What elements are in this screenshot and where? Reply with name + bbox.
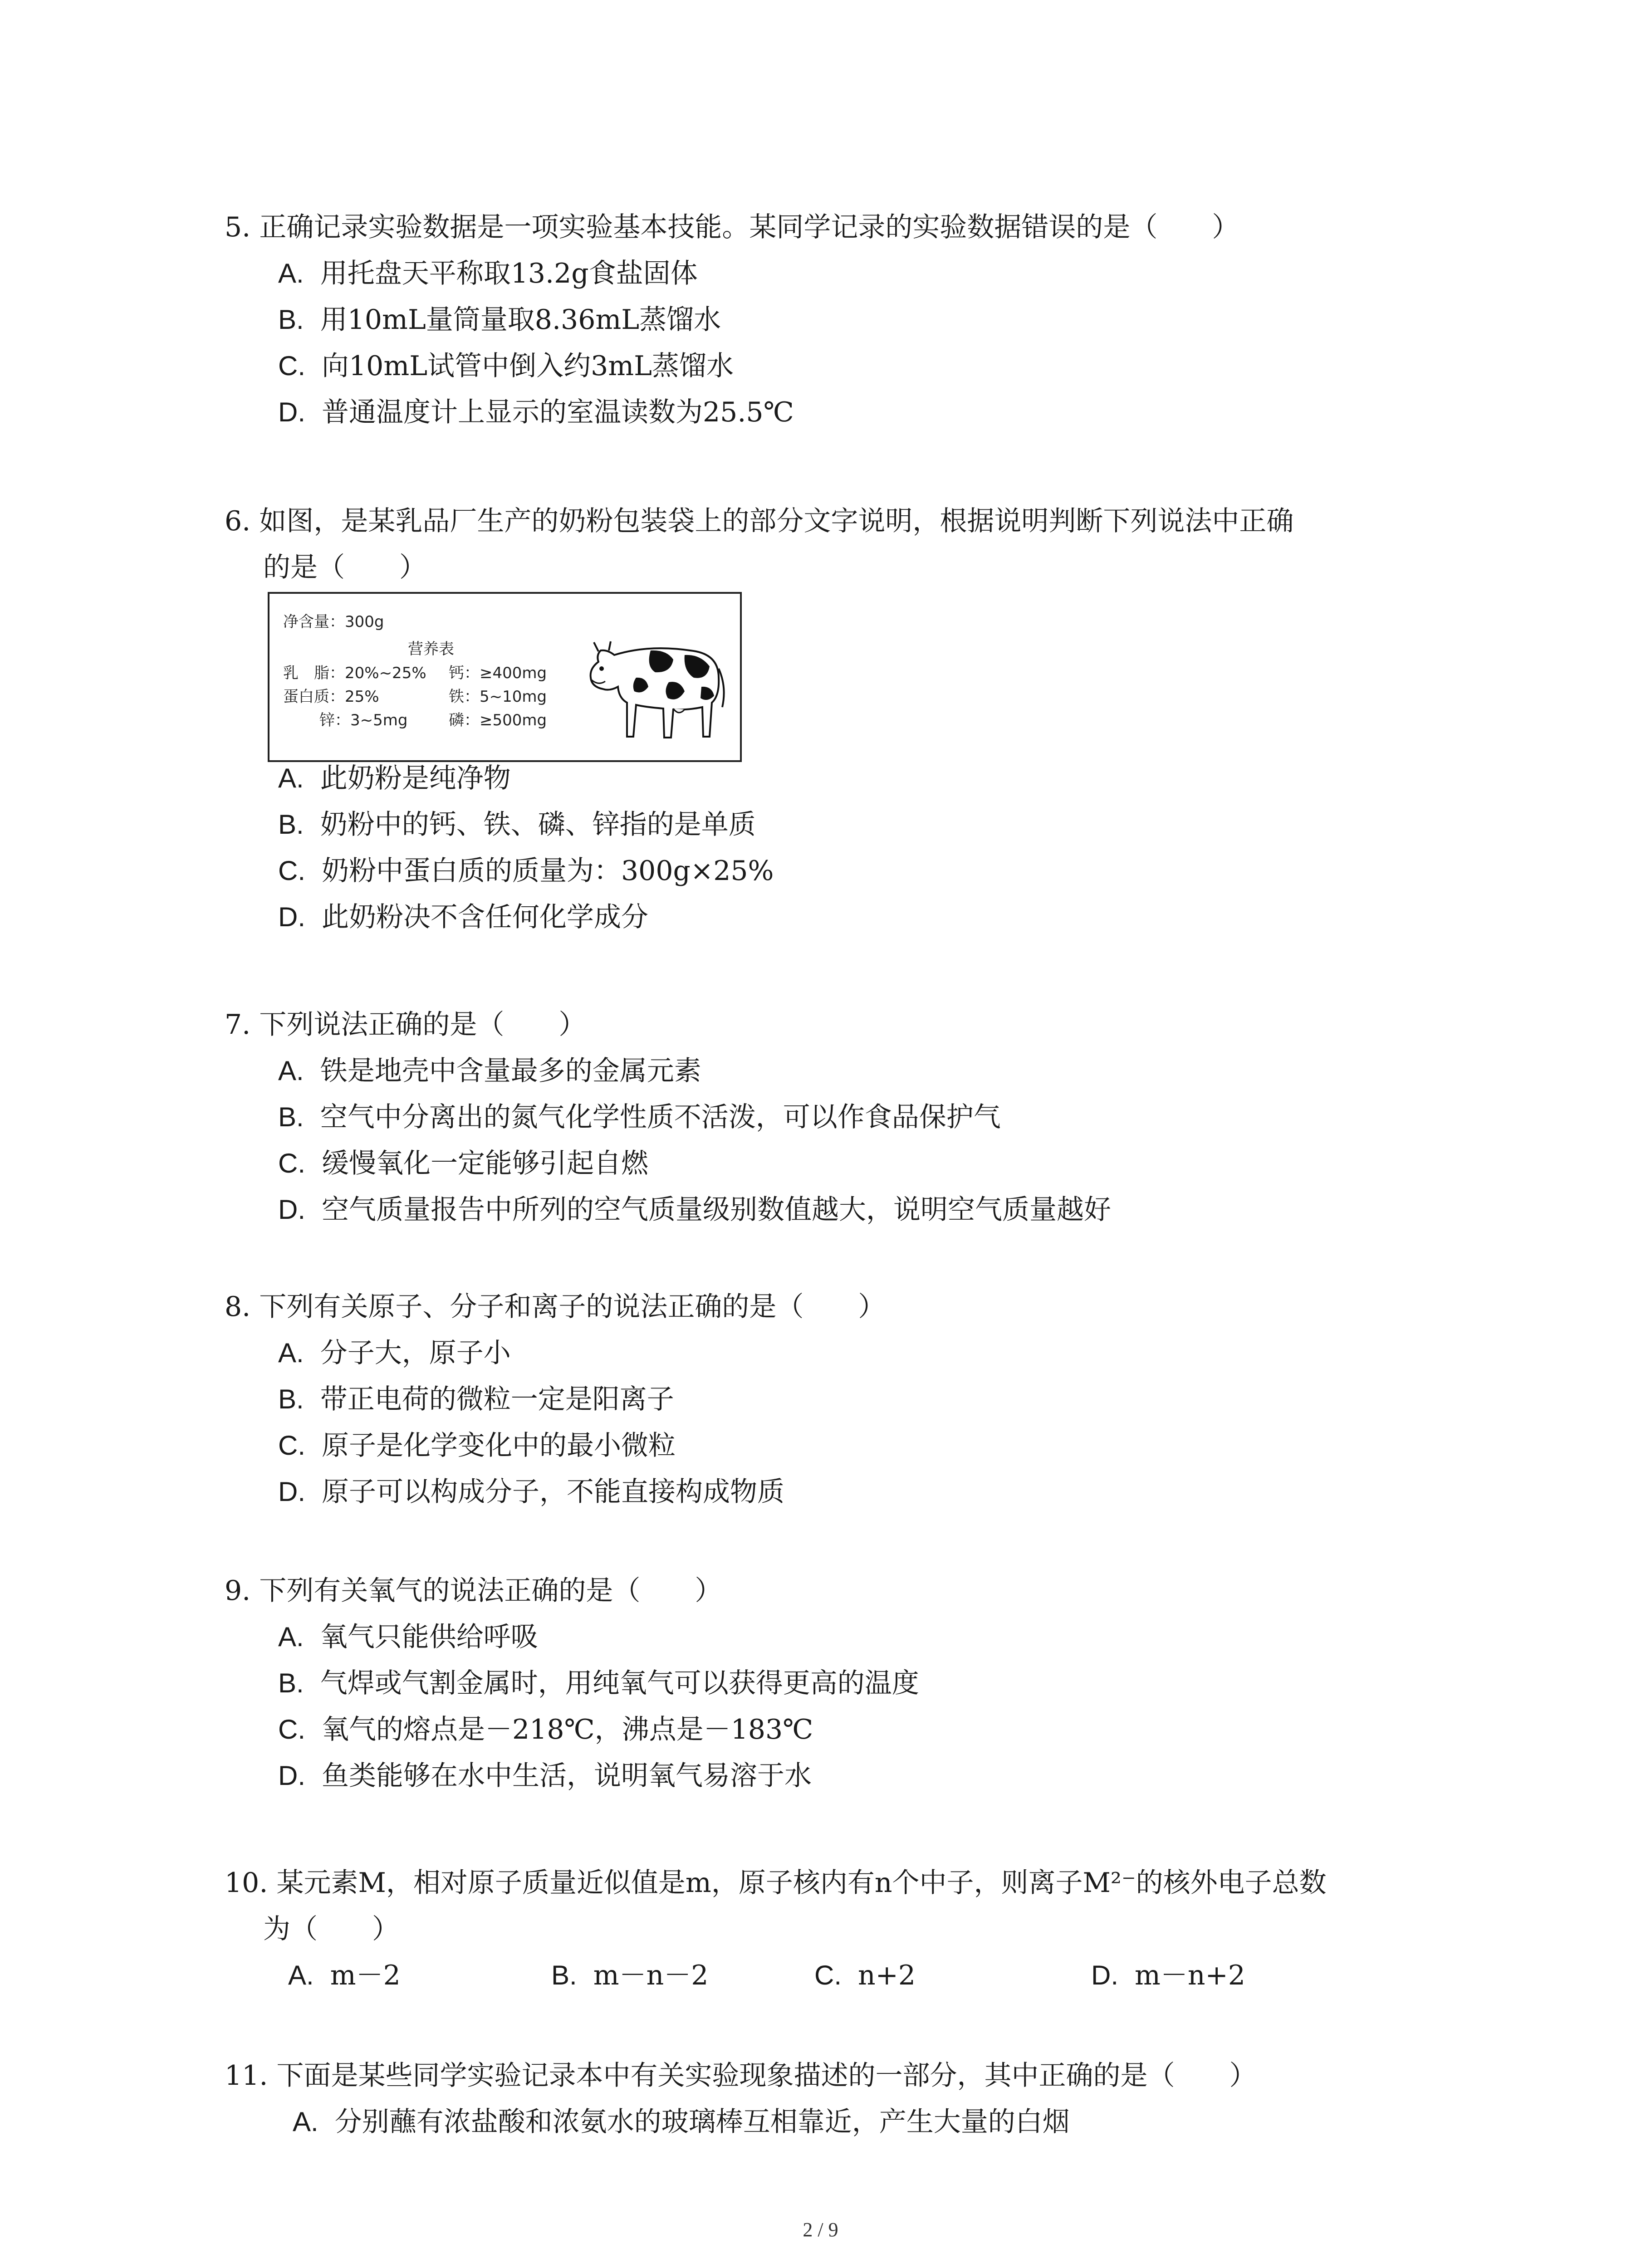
question-stem: 8. 下列有关原子、分子和离子的说法正确的是（ ）	[225, 1291, 886, 1323]
iron-label: 铁：5~10mg	[449, 688, 547, 706]
option-c: C. 奶粉中蛋白质的质量为：300g×25%	[278, 855, 774, 887]
zinc-label: 锌：3~5mg	[319, 711, 408, 729]
question-6	[225, 498, 1450, 591]
question-6-options	[225, 755, 1450, 940]
option-a: A. 分别蘸有浓盐酸和浓氨水的玻璃棒互相靠近，产生大量的白烟	[293, 2106, 1070, 2138]
option-c: C. n+2	[814, 1960, 916, 1991]
option-a: A. 用托盘天平称取13.2g食盐固体	[278, 258, 698, 289]
option-d: D. 原子可以构成分子，不能直接构成物质	[278, 1476, 784, 1508]
option-b: B. 空气中分离出的氮气化学性质不活泼，可以作食品保护气	[278, 1101, 1001, 1133]
question-stem: 9. 下列有关氧气的说法正确的是（ ）	[225, 1575, 722, 1607]
option-a: A. 此奶粉是纯净物	[278, 763, 511, 794]
page-number: 2 / 9	[803, 2219, 838, 2241]
question-11	[225, 2053, 1450, 2145]
question-stem: 5. 正确记录实验数据是一项实验基本技能。某同学记录的实验数据错误的是（ ）	[225, 211, 1239, 243]
option-c: C. 缓慢氧化一定能够引起自燃	[278, 1148, 648, 1179]
net-content: 净含量：300g	[283, 613, 384, 631]
question-stem: 11. 下面是某些同学实验记录本中有关实验现象描述的一部分，其中正确的是（ ）	[225, 2060, 1257, 2092]
option-a: A. 氧气只能供给呼吸	[278, 1621, 538, 1653]
calcium-label: 钙：≥400mg	[449, 664, 547, 682]
options-row	[225, 1952, 1450, 1999]
phosphorus-label: 磷：≥500mg	[449, 711, 547, 729]
option-c: C. 向10mL试管中倒入约3mL蒸馏水	[278, 350, 734, 382]
question-stem: 10. 某元素M，相对原子质量近似值是m，原子核内有n个中子，则离子M²⁻的核外电子总数	[225, 1867, 1327, 1899]
option-d: D. 此奶粉决不含任何化学成分	[278, 901, 648, 933]
option-d: D. m－n+2	[1091, 1960, 1245, 1991]
question-10	[225, 1860, 1450, 1999]
nutrition-title: 营养表	[408, 640, 454, 658]
option-b: B. 气焊或气割金属时，用纯氧气可以获得更高的温度	[278, 1667, 919, 1699]
option-b: B. m－n－2	[551, 1960, 709, 1991]
protein-label: 蛋白质：25%	[283, 688, 379, 706]
option-a: A. 铁是地壳中含量最多的金属元素	[278, 1055, 701, 1087]
option-c: C. 原子是化学变化中的最小微粒	[278, 1430, 676, 1461]
question-stem-continued: 的是（ ）	[263, 552, 426, 583]
fat-label: 乳 脂：20%~25%	[283, 664, 426, 682]
question-8	[225, 1284, 1450, 1515]
question-9	[225, 1568, 1450, 1799]
option-d: D. 空气质量报告中所列的空气质量级别数值越大，说明空气质量越好	[278, 1194, 1111, 1226]
option-a: A. m－2	[288, 1960, 401, 1991]
option-b: B. 奶粉中的钙、铁、磷、锌指的是单质	[278, 809, 756, 841]
question-stem-continued: 为（ ）	[263, 1913, 399, 1945]
question-stem: 7. 下列说法正确的是（ ）	[225, 1009, 586, 1041]
milk-nutrition-label	[268, 592, 742, 762]
option-c: C. 氧气的熔点是－218℃，沸点是－183℃	[278, 1714, 813, 1745]
question-5	[225, 204, 1450, 435]
option-b: B. 带正电荷的微粒一定是阳离子	[278, 1383, 674, 1415]
option-b: B. 用10mL量筒量取8.36mL蒸馏水	[278, 304, 721, 336]
question-stem: 6. 如图，是某乳品厂生产的奶粉包装袋上的部分文字说明，根据说明判断下列说法中正确	[225, 505, 1294, 537]
cow-icon	[583, 623, 728, 750]
option-a: A. 分子大，原子小	[278, 1337, 511, 1369]
question-7	[225, 1002, 1450, 1233]
option-d: D. 普通温度计上显示的室温读数为25.5℃	[278, 396, 794, 428]
option-d: D. 鱼类能够在水中生活，说明氧气易溶于水	[278, 1760, 812, 1792]
